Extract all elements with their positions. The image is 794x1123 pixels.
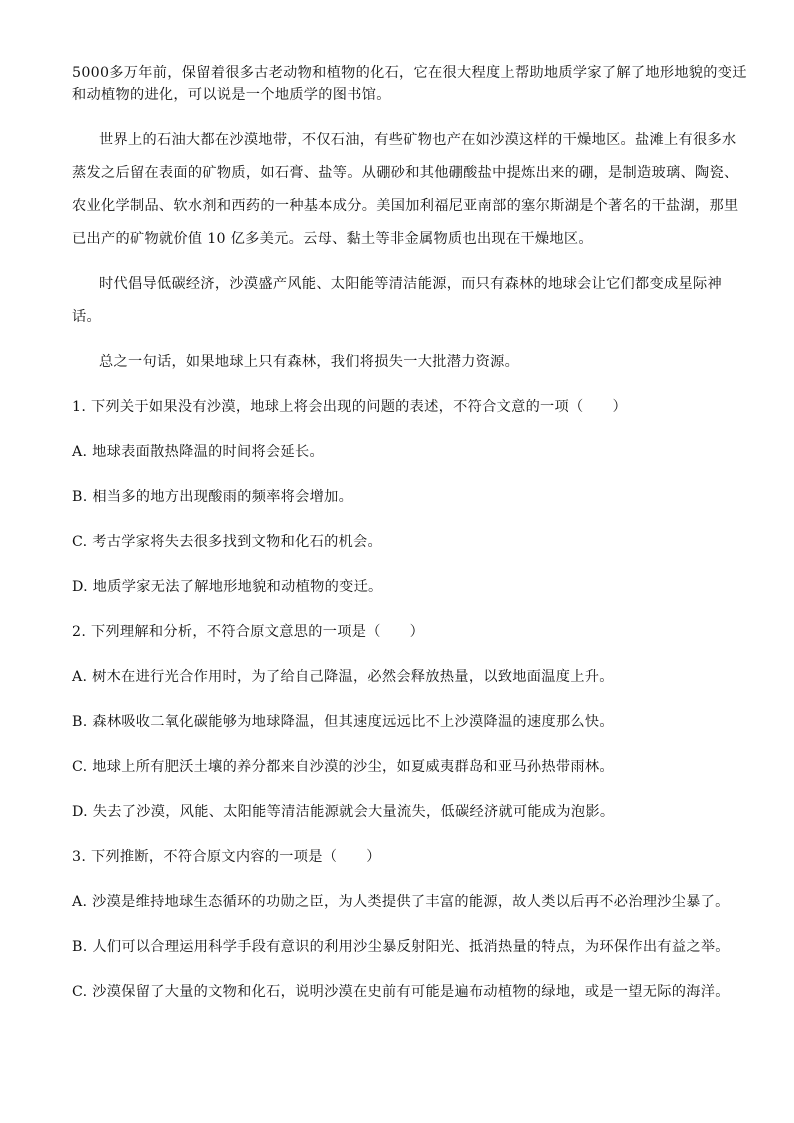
text-line: 农业化学制品、软水剂和西药的一种基本成分。美国加利福尼亚南部的塞尔斯湖是个著名的干盐湖，那里 [72,198,739,214]
text-line: 总之一句话，如果地球上只有森林，我们将损失一大批潜力资源。 [99,354,520,370]
option-d: D. 地质学家无法了解地形地貌和动植物的变迁。 [72,579,383,595]
option-b: B. 森林吸收二氧化碳能够为地球降温，但其速度远远比不上沙漠降温的速度那么快。 [72,714,614,730]
paragraph-clean-energy [72,273,724,328]
option-c: C. 沙漠保留了大量的文物和化石，说明沙漠在史前有可能是遍布动植物的绿地，或是一望无际的海洋。 [72,984,730,1000]
option-a: A. 地球表面散热降温的时间将会延长。 [72,444,324,460]
text-line: 和动植物的进化，可以说是一个地质学的图书馆。 [72,87,391,103]
text-line: 已出产的矿物就价值 10 亿多美元。云母、黏土等非金属物质也出现在干燥地区。 [72,231,593,247]
question-3 [72,846,730,1003]
text-line: 话。 [72,309,101,325]
paragraph-fossils [72,62,747,106]
text-line: 世界上的石油大都在沙漠地带，不仅石油，有些矿物也产在如沙漠这样的干燥地区。盐滩上有很多水 [99,132,737,148]
text-line: 时代倡导低碳经济，沙漠盛产风能、太阳能等清洁能源，而只有森林的地球会让它们都变成星际神 [99,276,722,292]
option-c: C. 地球上所有肥沃土壤的养分都来自沙漠的沙尘，如夏威夷群岛和亚马孙热带雨林。 [72,759,614,775]
paragraph-summary [72,351,724,373]
text-line: 蒸发之后留在表面的矿物质，如石膏、盐等。从硼砂和其他硼酸盐中提炼出来的硼，是制造玻璃、陶瓷、 [72,165,739,181]
question-1 [72,396,724,598]
option-d: D. 失去了沙漠，风能、太阳能等清洁能源就会大量流失，低碳经济就可能成为泡影。 [72,804,615,820]
question-stem: 1. 下列关于如果没有沙漠，地球上将会出现的问题的表述，不符合文意的一项（ ） [72,399,627,415]
question-stem: 3. 下列推断，不符合原文内容的一项是（ ） [72,849,381,865]
option-b: B. 相当多的地方出现酸雨的频率将会增加。 [72,489,354,505]
question-2 [72,621,724,823]
text-line: 5000多万年前，保留着很多古老动物和植物的化石，它在很大程度上帮助地质学家了解了地形地貌的变迁 [72,65,747,81]
option-b: B. 人们可以合理运用科学手段有意识的利用沙尘暴反射阳光、抵消热量的特点，为环保作出有益之举。 [72,939,730,955]
option-a: A. 树木在进行光合作用时，为了给自己降温，必然会释放热量，以致地面温度上升。 [72,669,614,685]
document-page [72,62,747,1003]
question-stem: 2. 下列理解和分析，不符合原文意思的一项是（ ） [72,624,425,640]
option-a: A. 沙漠是维持地球生态循环的功勋之臣，为人类提供了丰富的能源，故人类以后再不必治理沙尘暴了。 [72,894,730,910]
option-c: C. 考古学家将失去很多找到文物和化石的机会。 [72,534,383,550]
paragraph-minerals [72,129,739,250]
